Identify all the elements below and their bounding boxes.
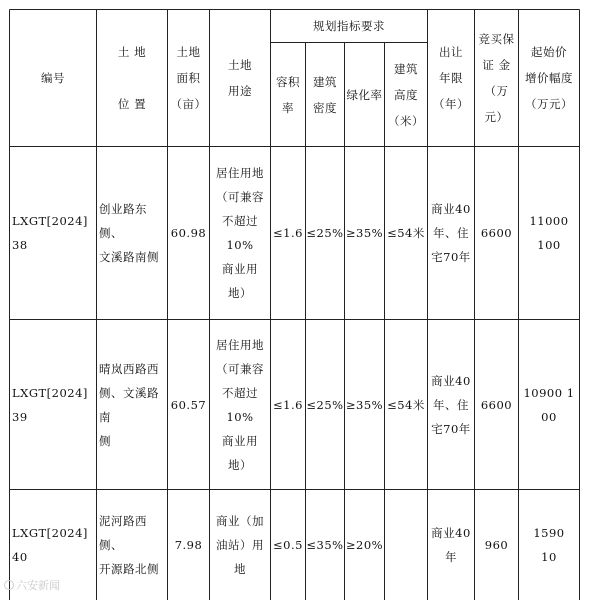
header-height: 建筑 高度 （米） xyxy=(388,61,424,128)
row2-height: ≤54米 xyxy=(387,397,425,412)
row3-location: 泥河路西侧、 开源路北侧 xyxy=(99,514,159,576)
row2-area: 60.57 xyxy=(170,397,207,412)
header-start-price: 起始价 增价幅度 （万元） xyxy=(525,45,573,111)
row1-area: 60.98 xyxy=(170,226,207,240)
row2-deposit: 6600 xyxy=(480,397,513,412)
row2-density: ≤25% xyxy=(306,397,344,412)
row3-green: ≥20% xyxy=(345,538,384,552)
header-area: 土地 面积 （亩） xyxy=(170,45,207,111)
row3-area: 7.98 xyxy=(174,538,203,552)
row1-location: 创业路东侧、 文溪路南侧 xyxy=(99,202,159,264)
header-term: 出让 年限 （年） xyxy=(433,45,469,111)
row3-id: LXGT[2024] 40 xyxy=(12,526,88,564)
header-planning-group: 规划指标要求 xyxy=(313,19,385,33)
row1-start-price: 11000 100 xyxy=(529,214,569,252)
row1-density: ≤25% xyxy=(306,226,344,240)
header-usage: 土地 用途 xyxy=(228,58,252,98)
row2-usage: 居住用地 （可兼容 不超过10% 商业用 地） xyxy=(216,337,264,472)
row3-usage: 商业（加 油站）用 地 xyxy=(216,514,264,576)
row2-start-price: 10900 1 00 xyxy=(523,385,575,424)
row3-density: ≤35% xyxy=(306,538,344,552)
header-location: 土 地 位 置 xyxy=(117,45,147,111)
row2-location: 晴岚西路西 侧、文溪路南 侧 xyxy=(99,361,159,448)
row3-term: 商业40 年 xyxy=(431,526,471,564)
header-id: 编号 xyxy=(41,71,65,85)
watermark xyxy=(4,577,60,593)
row1-usage: 居住用地 （可兼容 不超过10% 商业用 地） xyxy=(216,166,264,300)
row1-deposit: 6600 xyxy=(480,226,513,240)
row1-green: ≥35% xyxy=(345,226,384,240)
row2-id: LXGT[2024] 39 xyxy=(12,385,88,424)
row2-green: ≥35% xyxy=(345,397,384,412)
row1-id: LXGT[2024] 38 xyxy=(12,214,88,252)
row2-far: ≤1.6 xyxy=(273,397,303,412)
watermark-text: 六安新闻 xyxy=(16,579,60,592)
row3-start-price: 1590 10 xyxy=(533,526,565,564)
row1-height: ≤54米 xyxy=(387,226,425,240)
row3-height xyxy=(385,490,427,600)
row2-term: 商业40 年、住 宅70年 xyxy=(431,373,471,436)
row3-deposit: 960 xyxy=(484,538,509,552)
row1-term: 商业40 年、住 宅70年 xyxy=(431,202,471,264)
header-green: 绿化率 xyxy=(346,87,383,102)
header-far: 容积 率 xyxy=(276,74,300,115)
watermark-logo-icon xyxy=(4,580,14,590)
row1-far: ≤1.6 xyxy=(273,226,303,240)
row3-far: ≤0.5 xyxy=(273,538,303,552)
header-density: 建筑 密度 xyxy=(313,74,337,115)
header-deposit: 竞买保 证 金 （万 元） xyxy=(478,32,515,124)
